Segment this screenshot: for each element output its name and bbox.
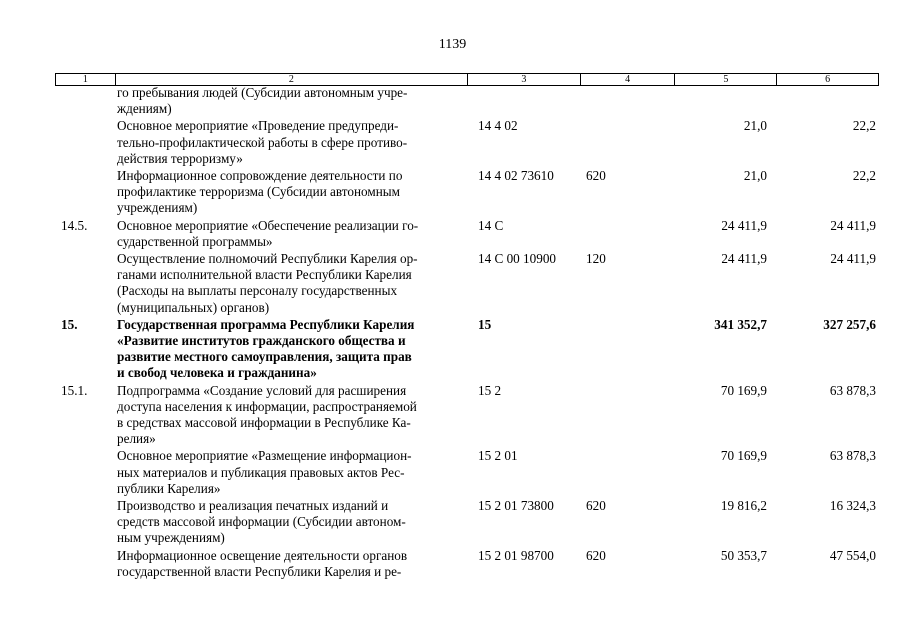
description-line: ганами исполнительной власти Республики Карелия [117, 267, 412, 283]
amount-column-6: 24 411,9 [830, 251, 876, 267]
description-line: доступа населения к информации, распространяемой [117, 398, 417, 414]
amount-column-6: 47 554,0 [829, 547, 876, 563]
amount-column-6: 24 411,9 [830, 217, 876, 233]
description-line: ждениям) [117, 101, 172, 117]
amount-column-6 [772, 85, 879, 117]
row-number: 15.1. [61, 382, 88, 398]
table-row [55, 251, 879, 316]
row-number [55, 251, 117, 316]
target-article-code: 14 4 02 [478, 118, 518, 134]
description-line: Информационное сопровождение деятельности по [117, 168, 403, 184]
expense-type-code [583, 118, 650, 167]
target-article-code: 14 С 00 10900 [478, 251, 557, 267]
amount-column-5: 341 352,7 [714, 316, 767, 332]
row-number [55, 85, 117, 117]
row-description [117, 118, 475, 167]
description-line: и свобод человека и гражданина» [117, 365, 317, 381]
description-line: учреждениям) [117, 200, 198, 216]
row-number [55, 498, 117, 547]
row-number [55, 548, 117, 580]
amount-column-6: 63 878,3 [829, 448, 876, 464]
row-description [117, 448, 475, 497]
description-line: ных материалов и публикация правовых актов Рес- [117, 464, 405, 480]
page-number: 1139 [438, 37, 467, 52]
amount-column-5: 21,0 [743, 118, 767, 134]
expense-type-code: 620 [586, 168, 606, 184]
expense-type-code: 620 [586, 547, 606, 563]
description-line: Основное мероприятие «Обеспечение реализации го- [117, 217, 419, 233]
row-number: 14.5. [61, 217, 88, 233]
description-line: государственной власти Республики Карелия и ре- [117, 563, 402, 579]
column-header-4: 4 [581, 74, 676, 85]
table-row [55, 85, 879, 117]
expense-type-code: 120 [586, 251, 606, 267]
description-line: релия» [117, 431, 156, 447]
row-description [117, 317, 475, 382]
row-description [117, 168, 475, 217]
column-header-2: 2 [116, 74, 468, 85]
column-header-5: 5 [675, 74, 777, 85]
table-row [55, 448, 879, 497]
row-description [117, 383, 475, 448]
amount-column-5: 70 169,9 [720, 448, 767, 464]
expense-type-code [583, 317, 650, 382]
description-line: Основное мероприятие «Проведение предупреди- [117, 118, 399, 134]
row-description [117, 85, 475, 117]
amount-column-5: 70 169,9 [720, 382, 767, 398]
target-article-code: 15 2 01 73800 [478, 498, 554, 514]
table-row [55, 548, 879, 580]
amount-column-6: 63 878,3 [829, 382, 876, 398]
row-number: 15. [61, 316, 78, 332]
description-line: сударственной программы» [117, 233, 273, 249]
amount-column-5 [650, 85, 772, 117]
description-line: средств массовой информации (Субсидии автоном- [117, 514, 406, 530]
description-line: Подпрограмма «Создание условий для расширения [117, 382, 407, 398]
row-number [55, 448, 117, 497]
amount-column-6: 22,2 [852, 118, 876, 134]
expense-type-code: 620 [586, 498, 606, 514]
column-header-1: 1 [56, 74, 116, 85]
description-line: Государственная программа Республики Карелия [117, 316, 415, 332]
row-description [117, 218, 475, 250]
description-line: (Расходы на выплаты персоналу государственных [117, 283, 398, 299]
amount-column-5: 50 353,7 [720, 547, 767, 563]
column-header-3: 3 [468, 74, 581, 85]
description-line: Основное мероприятие «Размещение информацион- [117, 448, 412, 464]
amount-column-6: 327 257,6 [823, 316, 876, 332]
row-description [117, 251, 475, 316]
amount-column-6: 16 324,3 [829, 498, 876, 514]
description-line: действия терроризму» [117, 150, 243, 166]
target-article-code: 14 4 02 73610 [478, 168, 554, 184]
description-line: «Развитие институтов гражданского общества и [117, 333, 406, 349]
target-article-code [475, 85, 583, 117]
target-article-code: 15 2 01 98700 [478, 547, 554, 563]
target-article-code: 15 [478, 316, 492, 332]
table-row [55, 218, 879, 250]
row-number [55, 168, 117, 217]
description-line: го пребывания людей (Субсидии автономным учре- [117, 85, 408, 100]
amount-column-5: 19 816,2 [720, 498, 767, 514]
amount-column-5: 24 411,9 [721, 217, 767, 233]
description-line: развитие местного самоуправления, защита прав [117, 349, 412, 365]
description-line: Производство и реализация печатных изданий и [117, 498, 389, 514]
row-description [117, 498, 475, 547]
description-line: в средствах массовой информации в Республике Ка- [117, 415, 411, 431]
amount-column-6: 22,2 [852, 168, 876, 184]
row-description [117, 548, 475, 580]
target-article-code: 15 2 [478, 382, 502, 398]
table-body [55, 85, 879, 581]
description-line: Информационное освещение деятельности органов [117, 547, 408, 563]
description-line: публики Карелия» [117, 480, 221, 496]
target-article-code: 15 2 01 [478, 448, 518, 464]
description-line: (муниципальных) органов) [117, 299, 270, 315]
table-row [55, 317, 879, 382]
table-row [55, 498, 879, 547]
target-article-code: 14 С [478, 217, 504, 233]
description-line: Осуществление полномочий Республики Карелия ор- [117, 251, 418, 267]
amount-column-5: 24 411,9 [721, 251, 767, 267]
description-line: профилактике терроризма (Субсидии автономным [117, 184, 401, 200]
row-number [55, 118, 117, 167]
table-row [55, 168, 879, 217]
expense-type-code [583, 85, 650, 117]
column-header-6: 6 [825, 74, 831, 85]
expense-type-code [583, 448, 650, 497]
table-row [55, 118, 879, 167]
amount-column-5: 21,0 [743, 168, 767, 184]
description-line: ным учреждениям) [117, 530, 225, 546]
expense-type-code [583, 383, 650, 448]
description-line: тельно-профилактической работы в сфере противо- [117, 134, 408, 150]
expense-type-code [583, 218, 650, 250]
table-row [55, 383, 879, 448]
